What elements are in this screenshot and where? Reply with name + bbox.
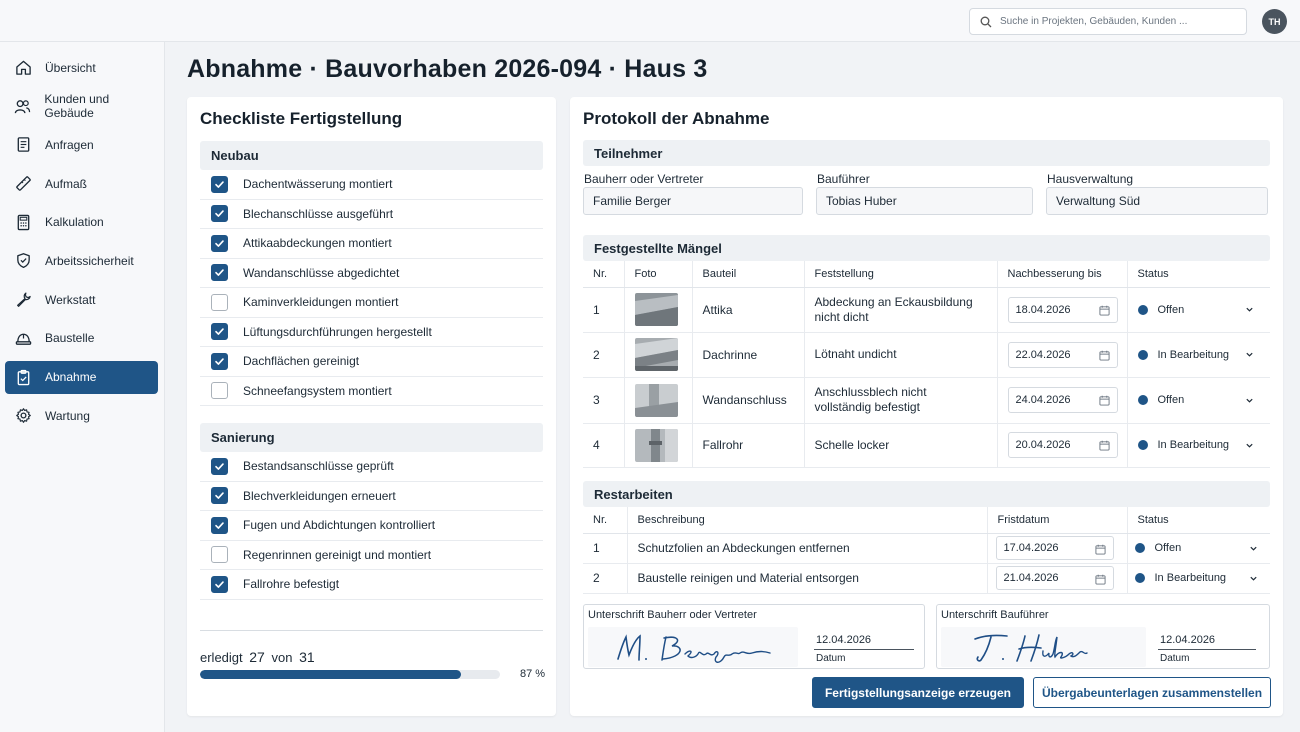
foreman-label: Bauführer <box>817 172 870 186</box>
signature-foreman-box <box>936 604 1270 669</box>
table-row <box>583 332 1270 377</box>
sidebar-item-kunden[interactable] <box>5 90 158 123</box>
search-icon <box>980 16 992 28</box>
top-bar <box>0 0 1300 42</box>
checklist-item <box>200 318 543 348</box>
table-header-row <box>583 507 1270 533</box>
col-due: Nachbesserung bis <box>997 261 1127 287</box>
checklist-item <box>200 482 543 512</box>
checklist-item-label: Kaminverkleidungen montiert <box>243 295 399 310</box>
status-select[interactable] <box>1135 542 1271 554</box>
cell-status <box>1127 377 1270 423</box>
generate-completion-notice-button[interactable]: Fertigstellungsanzeige erzeugen <box>812 677 1024 708</box>
cell-nr: 1 <box>583 533 627 563</box>
status-value: In Bearbeitung <box>1154 572 1227 584</box>
status-dot <box>1138 395 1148 405</box>
date-value: 24.04.2026 <box>1015 394 1071 406</box>
progress-percent: 87 % <box>520 668 546 680</box>
sidebar-item-aufmass[interactable] <box>5 167 158 200</box>
calendar-icon <box>1099 350 1110 361</box>
sidebar-item-label: Kunden und Gebäude <box>44 92 110 121</box>
sidebar-item-label: Kalkulation <box>45 215 104 230</box>
date-value: 20.04.2026 <box>1015 439 1071 451</box>
checkbox[interactable] <box>211 576 228 593</box>
date-picker[interactable] <box>1008 432 1118 458</box>
col-deadline: Fristdatum <box>987 507 1127 533</box>
date-underline <box>1158 649 1256 650</box>
checkbox[interactable] <box>211 205 228 222</box>
checklist-item-label: Blechanschlüsse ausgeführt <box>243 206 394 221</box>
helmet-icon <box>14 329 32 347</box>
cell-finding: Anschlussblech nicht vollständig befestigt <box>804 377 997 423</box>
protocol-panel <box>570 97 1283 716</box>
date-value: 22.04.2026 <box>1015 348 1071 361</box>
date-label: Datum <box>1160 653 1190 664</box>
sidebar-item-baustelle[interactable] <box>5 322 158 355</box>
of-label: von <box>271 650 293 665</box>
sidebar-item-kalkulation[interactable] <box>5 206 158 239</box>
search-box[interactable] <box>969 8 1247 35</box>
defect-photo <box>635 384 678 417</box>
defect-photo <box>635 338 678 371</box>
checklist-item <box>200 347 543 377</box>
col-description: Beschreibung <box>627 507 987 533</box>
table-row <box>583 423 1270 467</box>
sidebar-item-label: Übersicht <box>45 60 96 75</box>
sidebar-item-label: Wartung <box>45 408 90 423</box>
checklist-item <box>200 288 543 318</box>
checklist-item <box>200 200 543 230</box>
calendar-icon <box>1095 544 1106 555</box>
client-label: Bauherr oder Vertreter <box>584 172 704 186</box>
sidebar-item-label: Arbeitssicherheit <box>45 253 134 268</box>
cell-photo[interactable] <box>624 287 692 332</box>
cell-photo[interactable] <box>624 423 692 467</box>
checklist-item-label: Fallrohre befestigt <box>243 577 340 592</box>
status-value: Offen <box>1154 542 1182 554</box>
cell-nr: 2 <box>583 332 624 377</box>
status-select[interactable] <box>1135 572 1271 584</box>
cell-photo[interactable] <box>624 332 692 377</box>
col-part: Bauteil <box>692 261 804 287</box>
sidebar-item-uebersicht[interactable] <box>5 51 158 84</box>
check-icon <box>214 461 225 472</box>
date-picker[interactable] <box>996 536 1114 560</box>
divider <box>200 630 543 631</box>
checkbox[interactable] <box>211 353 228 370</box>
col-status: Status <box>1127 507 1270 533</box>
checklist-item-label: Wandanschlüsse abgedichtet <box>243 265 400 280</box>
checklist-item-label: Bestandsanschlüsse geprüft <box>243 459 394 474</box>
date-picker[interactable] <box>996 566 1114 590</box>
cell-status <box>1127 287 1270 332</box>
defects-header: Festgestellte Mängel <box>583 235 1270 261</box>
checklist-item-label: Dachentwässerung montiert <box>243 177 393 192</box>
check-icon <box>214 267 225 278</box>
checkbox[interactable] <box>211 458 228 475</box>
calculator-icon <box>14 213 32 231</box>
chevron-down-icon <box>1249 544 1258 553</box>
remaining-work-header: Restarbeiten <box>583 481 1270 507</box>
signature-client-date: 12.04.2026 <box>816 634 872 646</box>
signature-foreman-label: Unterschrift Bauführer <box>941 609 1049 621</box>
table-row <box>583 287 1270 332</box>
status-select[interactable] <box>1138 304 1271 316</box>
date-value: 21.04.2026 <box>1003 572 1059 584</box>
participants-header: Teilnehmer <box>583 140 1270 166</box>
table-row <box>583 563 1270 593</box>
user-avatar[interactable]: TH <box>1262 9 1287 34</box>
checkbox[interactable] <box>211 323 228 340</box>
cell-description: Schutzfolien an Abdeckungen entfernen <box>627 533 987 563</box>
home-icon <box>14 59 32 77</box>
checkbox[interactable] <box>211 264 228 281</box>
page-title: Abnahme · Bauvorhaben 2026-094 · Haus 3 <box>187 55 708 83</box>
checklist-item-label: Fugen und Abdichtungen kontrolliert <box>243 518 436 533</box>
checklist-item <box>200 229 543 259</box>
protocol-title: Protokoll der Abnahme <box>583 109 770 128</box>
defect-photo <box>635 429 678 462</box>
ruler-icon <box>14 175 32 193</box>
completion-summary <box>200 649 318 665</box>
check-icon <box>214 179 225 190</box>
wrench-icon <box>14 291 32 309</box>
cell-status <box>1127 423 1270 467</box>
cell-due <box>997 377 1127 423</box>
cell-part: Attika <box>692 287 804 332</box>
table-row <box>583 533 1270 563</box>
status-value: Offen <box>1157 394 1185 406</box>
sidebar-item-wartung[interactable] <box>5 399 158 432</box>
search-input[interactable] <box>1000 16 1230 27</box>
cell-nr: 1 <box>583 287 624 332</box>
status-dot <box>1138 440 1148 450</box>
chevron-down-icon <box>1245 396 1254 405</box>
cell-status <box>1127 563 1270 593</box>
clipboard-check-icon <box>14 368 32 386</box>
chevron-down-icon <box>1245 305 1254 314</box>
cell-deadline <box>987 563 1127 593</box>
date-picker[interactable] <box>1008 297 1118 323</box>
status-select[interactable] <box>1138 439 1271 451</box>
sidebar-item-anfragen[interactable] <box>5 128 158 161</box>
client-field[interactable] <box>583 187 803 215</box>
sidebar-item-werkstatt[interactable] <box>5 283 158 316</box>
col-photo: Foto <box>624 261 692 287</box>
checklist-item <box>200 452 543 482</box>
sidebar-item-label: Abnahme <box>45 370 97 384</box>
status-select[interactable] <box>1138 394 1271 406</box>
sidebar-item-label: Anfragen <box>45 137 94 152</box>
done-count: 27 <box>249 649 265 665</box>
calendar-icon <box>1095 574 1106 585</box>
status-select[interactable] <box>1138 349 1271 361</box>
progress-fill <box>200 670 461 679</box>
status-value: In Bearbeitung <box>1157 439 1230 451</box>
table-header-row <box>583 261 1270 287</box>
sidebar-item-abnahme[interactable] <box>5 361 158 394</box>
compile-handover-documents-button[interactable]: Übergabeunterlagen zusammenstellen <box>1033 677 1271 708</box>
signature-client-label: Unterschrift Bauherr oder Vertreter <box>588 609 757 621</box>
check-icon <box>214 356 225 367</box>
signature-foreman-image <box>941 627 1146 667</box>
total-count: 31 <box>299 649 315 665</box>
check-icon <box>214 520 225 531</box>
cell-due <box>997 423 1127 467</box>
check-icon <box>214 208 225 219</box>
signature-client-box <box>583 604 925 669</box>
checklist-title: Checkliste Fertigstellung <box>200 109 403 128</box>
checkbox[interactable] <box>211 235 228 252</box>
check-icon <box>214 490 225 501</box>
col-nr: Nr. <box>583 261 624 287</box>
users-icon <box>14 97 31 115</box>
cell-finding: Abdeckung an Eckausbildung nicht dicht <box>804 287 997 332</box>
remaining-work-table <box>583 507 1270 594</box>
checklist-group-header: Neubau <box>200 141 543 170</box>
signature-foreman-date: 12.04.2026 <box>1160 634 1216 646</box>
calendar-icon <box>1099 440 1110 451</box>
check-icon <box>214 238 225 249</box>
cell-part: Wandanschluss <box>692 377 804 423</box>
checklist-item <box>200 511 543 541</box>
checklist-panel <box>187 97 556 716</box>
cell-due <box>997 332 1127 377</box>
document-icon <box>14 136 32 154</box>
checkbox[interactable] <box>211 294 228 311</box>
checklist-item-label: Lüftungsdurchführungen hergestellt <box>243 324 432 339</box>
col-status: Status <box>1127 261 1270 287</box>
checklist-group-header: Sanierung <box>200 423 543 452</box>
checklist-item <box>200 259 543 289</box>
cell-nr: 3 <box>583 377 624 423</box>
checklist-item-label: Schneefangsystem montiert <box>243 383 392 398</box>
sidebar-item-label: Baustelle <box>45 331 95 346</box>
date-picker[interactable] <box>1008 387 1118 413</box>
checklist-item-label: Blechverkleidungen erneuert <box>243 488 396 503</box>
signature-foreman-pad[interactable] <box>941 627 1146 667</box>
chevron-down-icon <box>1249 574 1258 583</box>
checklist-item-label: Regenrinnen gereinigt und montiert <box>243 547 432 562</box>
date-underline <box>814 649 914 650</box>
checkbox[interactable] <box>211 176 228 193</box>
checkbox[interactable] <box>211 546 228 563</box>
cell-due <box>997 287 1127 332</box>
check-icon <box>214 326 225 337</box>
cell-finding: Lötnaht undicht <box>804 332 997 377</box>
chevron-down-icon <box>1245 350 1254 359</box>
sidebar <box>0 42 165 732</box>
checklist-item <box>200 541 543 571</box>
progress-bar <box>200 670 500 679</box>
status-dot <box>1135 543 1145 553</box>
signature-client-image <box>588 627 798 667</box>
checklist-item-label: Attikaabdeckungen montiert <box>243 236 392 251</box>
management-label: Hausverwaltung <box>1047 172 1134 186</box>
date-value: 18.04.2026 <box>1015 303 1071 316</box>
done-label: erledigt <box>200 650 243 665</box>
chevron-down-icon <box>1245 441 1254 450</box>
table-row <box>583 377 1270 423</box>
cell-part: Dachrinne <box>692 332 804 377</box>
status-value: In Bearbeitung <box>1157 348 1230 361</box>
foreman-field[interactable] <box>816 187 1033 215</box>
col-nr: Nr. <box>583 507 627 533</box>
cell-nr: 4 <box>583 423 624 467</box>
cell-part: Fallrohr <box>692 423 804 467</box>
sidebar-item-arbeitssicherheit[interactable] <box>5 244 158 277</box>
cell-status <box>1127 533 1270 563</box>
checkbox[interactable] <box>211 382 228 399</box>
checkbox[interactable] <box>211 517 228 534</box>
checklist-item <box>200 170 543 200</box>
date-picker[interactable] <box>1008 342 1118 368</box>
cell-finding: Schelle locker <box>804 423 997 467</box>
sidebar-item-label: Aufmaß <box>45 176 88 191</box>
check-icon <box>214 579 225 590</box>
sidebar-item-label: Werkstatt <box>45 292 96 307</box>
col-finding: Feststellung <box>804 261 997 287</box>
gear-icon <box>14 407 32 425</box>
defects-table <box>583 261 1270 468</box>
checkbox[interactable] <box>211 487 228 504</box>
status-dot <box>1138 305 1148 315</box>
status-dot <box>1135 573 1145 583</box>
status-value: Offen <box>1157 303 1185 316</box>
calendar-icon <box>1099 395 1110 406</box>
cell-status <box>1127 332 1270 377</box>
cell-photo[interactable] <box>624 377 692 423</box>
cell-deadline <box>987 533 1127 563</box>
shield-icon <box>14 252 32 270</box>
date-label: Datum <box>816 653 846 664</box>
defect-photo <box>635 293 678 326</box>
checklist-item <box>200 570 543 600</box>
cell-nr: 2 <box>583 563 627 593</box>
status-dot <box>1138 350 1148 360</box>
checklist-item-label: Dachflächen gereinigt <box>243 354 360 369</box>
calendar-icon <box>1099 305 1110 316</box>
management-field[interactable] <box>1046 187 1268 215</box>
signature-client-pad[interactable] <box>588 627 798 667</box>
date-value: 17.04.2026 <box>1003 542 1059 554</box>
cell-description: Baustelle reinigen und Material entsorgen <box>627 563 987 593</box>
checklist-item <box>200 377 543 407</box>
